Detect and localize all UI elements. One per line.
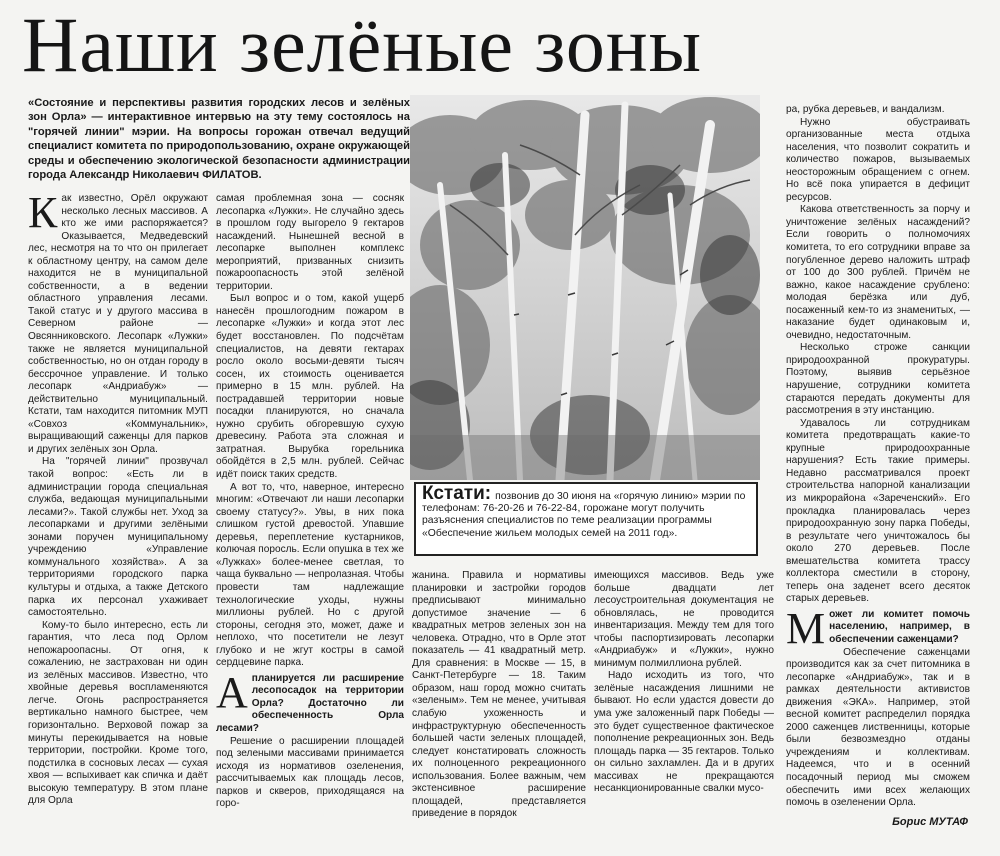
kstati-box [414,482,758,556]
kstati-text: позвонив до 30 июня на «горячую линию» мэрии по телефонам: 76-20-26 и 76-22-84, горожане могут получить разъяснения специалистов по теме реализации программы «Обеспечение жильем молодых семей на 2011 год». [422,491,746,539]
column-5 [786,104,970,810]
paragraph: Решение о расширении площадей под зелеными массивами принимается исходя из нормативов озеленения, рассчитываемых как площадь лесов, парков и скверов, приходящаяся на горо- [216,735,404,810]
question: Может ли комитет помочь населению, например, в обеспечении саженцами? [786,603,970,653]
paragraph: На "горячей линии" прозвучал такой вопрос: «Есть ли в администрации города специальная служба, ведающая муниципальными лесами?». Такой службы нет. Уход за лесопарками и другими зелёными зонами поручен муниципальному учреждению «Управление коммунального хозяйства». А за территориями городского парка культуры и отдыха, а также Детского парка их персонал ухаживает самостоятельно. [28,456,208,619]
drop-cap: К [28,193,58,237]
paragraph: А вот то, что, наверное, интересно многим: «Отвечают ли наши лесопарки своему статусу?». Увы, в них пока слишком густой древостой. Упавшие деревья, переплетение кустарников, колючая поросль. Если опушка в тех же «Лужках» более-менее светлая, то чаща буквально — непролазная. Чтобы провести там надлежащие технологические уходы, нужны миллионы рублей. Но с другой стороны, сегодня это, может, даже и неплохо, что посетители не лезут глубоко и не жгут костры в самой сердцевине парка. [216,481,404,669]
paragraph: Какова ответственность за порчу и уничтожение зелёных насаждений? Если говорить о полномочиях комитета, то его сотрудники вправе за погубленное дерево наложить штраф от 100 до 300 рублей. Причём не важно, какое насаждение срублено: молодая берёзка или дуб, посаженный кем-то из знаменитых, — наказание будет одинаковым и, очевидно, недостаточным. [786,204,970,341]
forest-photo [410,95,760,480]
kstati-keyword: Кстати: [422,483,492,504]
paragraph: жанина. Правила и нормативы планировки и застройки городов предписывают минимально допустимое значение — 6 квадратных метров зеленых зон на человека. Отрадно, что в Орле этот показатель — 41 квадратный метр. Для сравнения: в Москве — 15, в Санкт-Петербурге — 18. Таким образом, наш город можно считать «зеленым». Тем не менее, учитывая слабую ухоженность и инфраструктурную обеспеченность большей части зеленых площадей, следует констатировать сложность их полноценного рекреационного использования. Более важным, чем экстенсивное расширение площадей, представляется приведение в порядок [412,570,586,820]
paragraph: Как известно, Орёл окружают несколько лесных массивов. А кто же ими распоряжается? Оказывается, Медведевский лес, несмотря на то что он прилегает к областному центру, на самом деле находится не в муниципальной собственности, а в ведении областного управления лесами. Такой статус и у другого массива в Северном районе — Овсянниковского. Лесопарк «Лужки» также не является муниципальной собственностью, но он отдан городу в бессрочное управление. И только лесопарк «Андриабуж» — действительно муниципальный. Кстати, там находится питомник МУП «Совхоз «Коммунальник», выращивающий саженцы для парков и других зелёных зон Орла. [28,193,208,455]
lead-paragraph: «Состояние и перспективы развития городских лесов и зелёных зон Орла» — интерактивное интервью на эту тему состоялось на "горячей линии" мэрии. На вопросы горожан отвечал ведущий специалист комитета по природопользованию, охране окружающей среды и обеспечению экологической безопасности администрации города Александр Николаевич ФИЛАТОВ. [28,97,410,182]
column-3 [412,570,586,820]
paragraph: самая проблемная зона — сосняк лесопарка «Лужки». Не случайно здесь в прошлом году выгорело 9 гектаров насаждений. Нынешней весной в лесопарке выполнен комплекс мероприятий, призванных снизить пожароопасность этой зелёной территории. [216,193,404,292]
column-2 [216,193,404,823]
birch-trees-image [410,95,760,480]
author-signature: Борис МУТАФ [892,816,968,828]
paragraph: Кому-то было интересно, есть ли гарантия, что леса под Орлом непожароопасны. От огня, к сожалению, не застрахован ни один из зелёных массивов. Известно, что хвойные деревья воспламеняются легче. Огонь распространяется вертикально намного быстрее, чем горизонтально. Верховой пожар за минуты перекидывается на новые территории, постройки. Кроме того, подстилка в сосновых лесах — сухая хвоя — вспыхивает как спичка и даёт высокую температуру. В этом плане для Орла [28,619,208,807]
headline: Наши зелёные зоны [22,1,702,88]
paragraph: Был вопрос и о том, какой ущерб нанесён прошлогодним пожаром в лесопарке «Лужки» и когда этот лес будет восстановлен. По подсчётам специалистов, на девяти гектарах росло около восьми-девяти тысяч сосен, их стоимость оценивается примерно в 15 млн. рублей. На пострадавшей территории новые посадки планируются, но сначала нужно срубить обгоревшую сухую древесину. Работа эта сложная и затратная. Вырубка горельника обойдётся в 2,5 млн. рублей. Сейчас идёт поиск таких средств. [216,293,404,481]
column-4 [594,570,774,820]
drop-cap: А [216,667,248,717]
paragraph: Обеспечение саженцами производится как за счет питомника в лесопарке «Андриабуж», так и в рамках деятельности активистов движения «ЭКА». Например, этой весной комитет распределил порядка 2000 саженцев лиственницы, которые были безвозмездно отданы учреждениям и коллективам. Надеемся, что и в осенний посадочный период мы сможем обеспечить ими всех желающих помочь в озеленении Орла. [786,646,970,809]
paragraph: Удавалось ли сотрудникам комитета предотвращать какие-то крупные природоохранные нарушения? Есть такие примеры. Недавно рассматривался проект строительства напорной канализации из микрорайона «Зареченский». Его прокладка планировалась через природоохранную зону парка Победы, в результате чего уничтожалось бы около 270 деревьев. После вмешательства комитета трассу коллектора сместили в сторону, теперь она заденет всего десяток старых деревьев. [786,417,970,605]
paragraph: Нужно обустраивать организованные места отдыха населения, что позволит сократить и количество пожаров, вызываемых неосторожным обращением с огнем. Но всё пока упирается в дефицит ресурсов. [786,116,970,203]
paragraph: Надо исходить из того, что зелёные насаждения лишними не бывают. Но если удастся довести до ума уже заложенный парк Победы — это будет существенное фактическое пополнение рекреационных зон. Ведь площадь парка — 35 гектаров. Только он сильно захламлен. Да и в других массивах не прекращаются несанкционированные свалки мусо- [594,670,774,795]
paragraph: имеющихся массивов. Ведь уже больше двадцати лет лесоустроительная документация не обновлялась, не проводится инвентаризация. Между тем для того чтобы паспортизировать лесопарки «Андриабуж» и «Лужки», нужно минимум полмиллиона рублей. [594,570,774,669]
paragraph: Несколько строже санкции природоохранной прокуратуры. Поэтому, выявив серьёзное нарушение, сотрудники комитета стараются передать документы для рассмотрения в эту инстанцию. [786,342,970,417]
question: А планируется ли расширение лесопосадок на территории Орла? Достаточно ли обеспеченность Орла лесами? [216,667,404,734]
column-1 [28,193,208,813]
paragraph: ра, рубка деревьев, и вандализм. [786,104,945,115]
drop-cap: М [786,603,826,653]
